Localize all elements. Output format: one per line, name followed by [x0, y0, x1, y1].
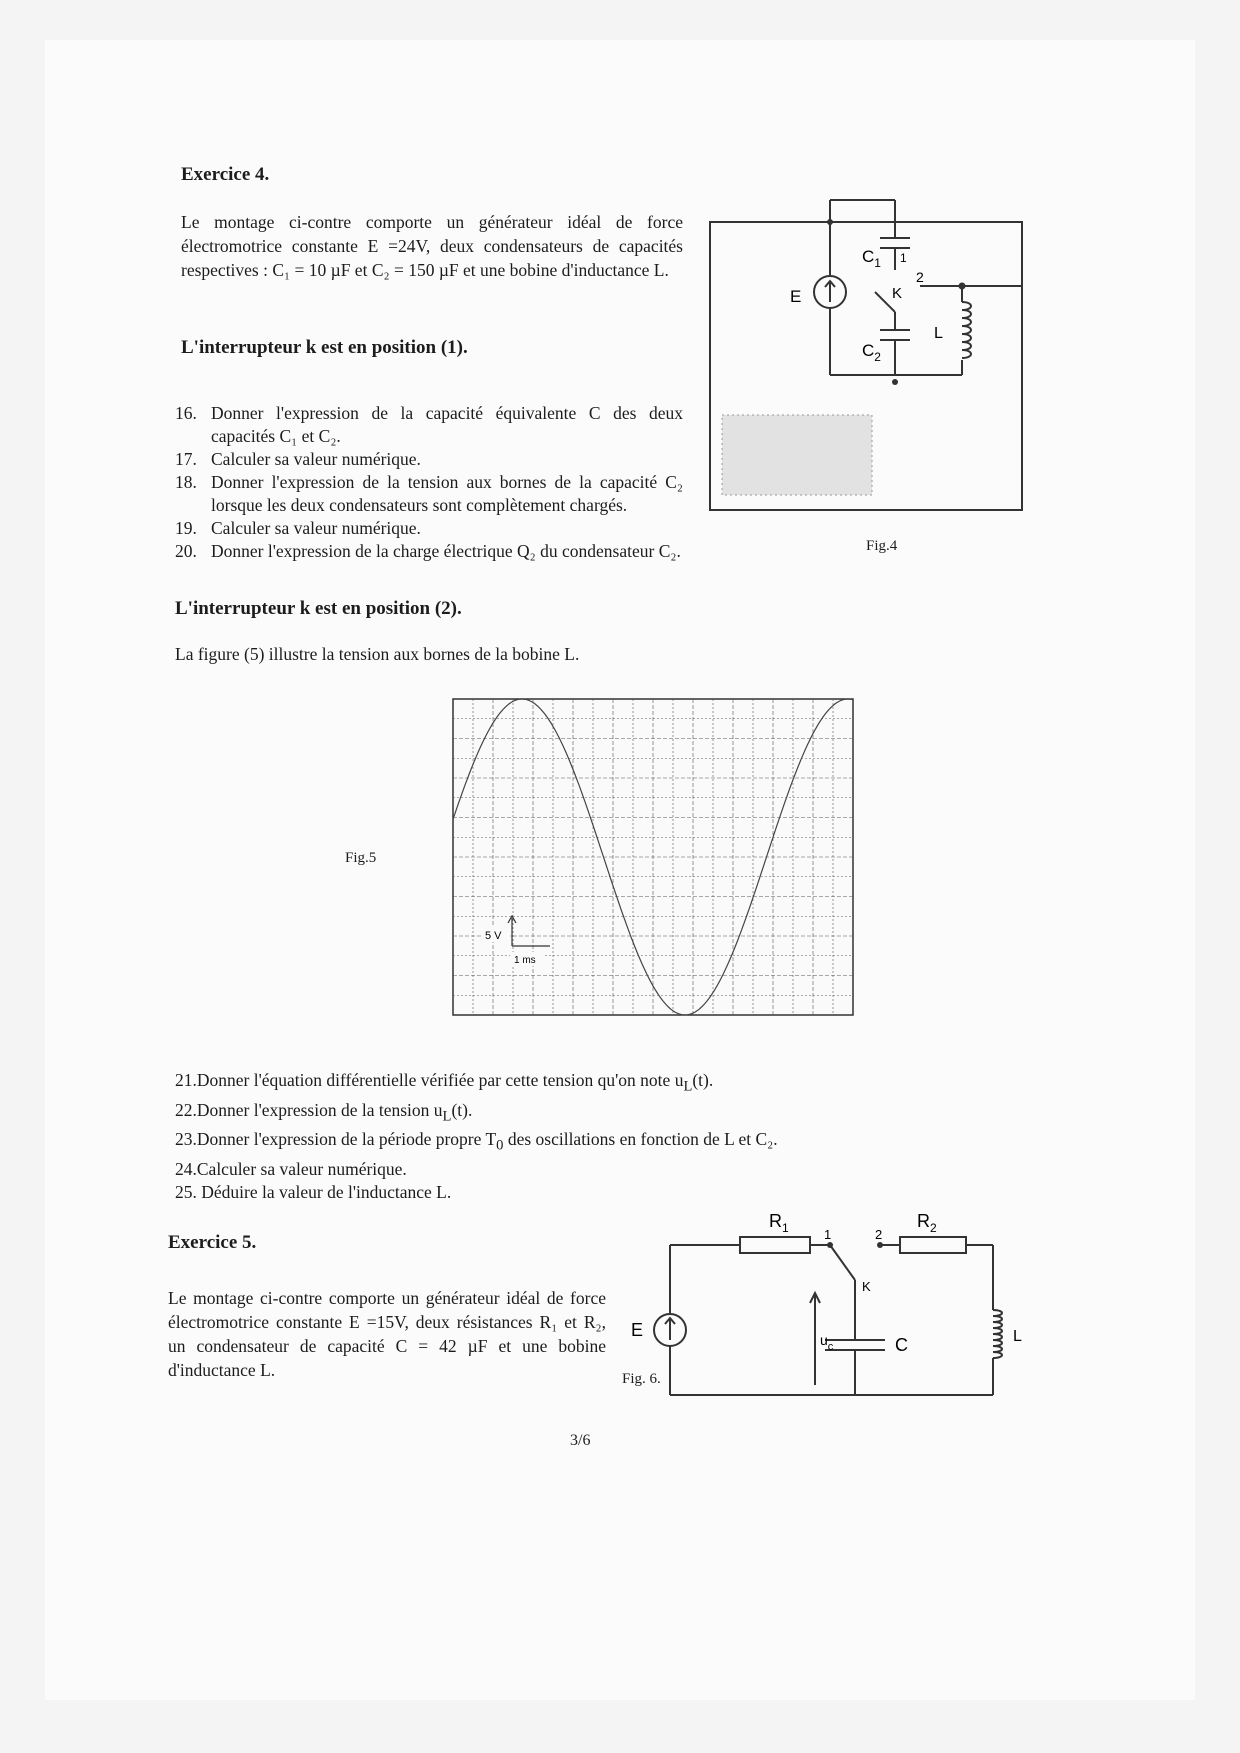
exercise-5-intro: Le montage ci-contre comporte un générateur idéal de force électromotrice constante E =15V, deux résistances R₁ et R₂, un condensateur de capacité C = 42 µF et une bobine d'inductance L.: [168, 1288, 606, 1380]
question-16: 16. Donner l'expression de la capacité équivalente C des deux capacités C₁ et C₂.: [175, 403, 683, 446]
fig6-label-1: 1: [824, 1227, 832, 1242]
fig6-label-K: K: [862, 1279, 871, 1294]
question-17: 17. Calculer sa valeur numérique.: [175, 449, 421, 469]
fig6-caption: Fig. 6.: [622, 1371, 661, 1387]
fig6-label-uc: $u_c$: [820, 1332, 834, 1353]
fig6-label-C: C: [895, 1335, 908, 1355]
fig5-volt-scale: 5 V: [485, 930, 502, 942]
question-23: 23.Donner l'expression de la période propre $T_0$ des oscillations en fonction de L et C₂.: [175, 1129, 778, 1154]
questions-16-20: [175, 402, 683, 563]
fig4-label-1: 1: [900, 251, 907, 265]
fig6-label-R2: $R_2$: [917, 1211, 937, 1235]
page-number: 3/6: [570, 1432, 591, 1449]
question-22: 22.Donner l'expression de la tension $u_L(t)$.: [175, 1099, 473, 1124]
fig6-label-R1: $R_1$: [769, 1211, 789, 1235]
question-19: 19. Calculer sa valeur numérique.: [175, 518, 421, 538]
fig4-label-L: L: [934, 325, 943, 342]
fig6-label-E: E: [631, 1320, 644, 1340]
exercise-5-title: Exercice 5.: [168, 1232, 257, 1253]
position-1-heading: L'interrupteur k est en position (1).: [181, 337, 468, 358]
exercise-4-intro: Le montage ci-contre comporte un générateur idéal de force électromotrice constante E =24V, deux condensateurs de capacités respectives : C₁ = 10 µF et C₂ = 150 µF et une bobine d'inductance L.: [181, 212, 683, 280]
fig4-caption: Fig.4: [866, 538, 898, 554]
questions-21-25: [175, 1069, 895, 1204]
question-24: 24.Calculer sa valeur numérique.: [175, 1158, 407, 1179]
fig4-label-E: E: [790, 287, 802, 306]
question-20: 20. Donner l'expression de la charge électrique Q₂ du condensateur C₂.: [175, 541, 681, 561]
fig4-circuit: [700, 190, 1040, 520]
fig4-label-K: K: [892, 285, 903, 302]
question-25: 25. Déduire la valeur de l'inductance L.: [175, 1181, 452, 1202]
fig6-label-L: L: [1013, 1328, 1022, 1345]
fig6-label-2: 2: [875, 1227, 883, 1242]
fig4-label-C2: $C_2$: [862, 341, 881, 364]
fig5-time-scale: 1 ms: [514, 955, 536, 966]
fig5-oscillogram: [452, 698, 854, 1016]
fig4-label-2: 2: [916, 269, 924, 285]
fig4-label-C1: $C_1$: [862, 247, 881, 270]
fig5-intro: La figure (5) illustre la tension aux bornes de la bobine L.: [175, 644, 580, 664]
position-2-heading: L'interrupteur k est en position (2).: [175, 598, 462, 619]
fig5-caption: Fig.5: [345, 850, 377, 866]
exercise-4-title: Exercice 4.: [181, 164, 270, 185]
question-21: 21.Donner l'équation différentielle vérifiée par cette tension qu'on note $u_L(t)$.: [175, 1070, 714, 1095]
question-18: 18. Donner l'expression de la tension aux bornes de la capacité C₂ lorsque les deux condensateurs sont complètement chargés.: [175, 472, 683, 515]
fig6-circuit: [615, 1205, 1035, 1405]
